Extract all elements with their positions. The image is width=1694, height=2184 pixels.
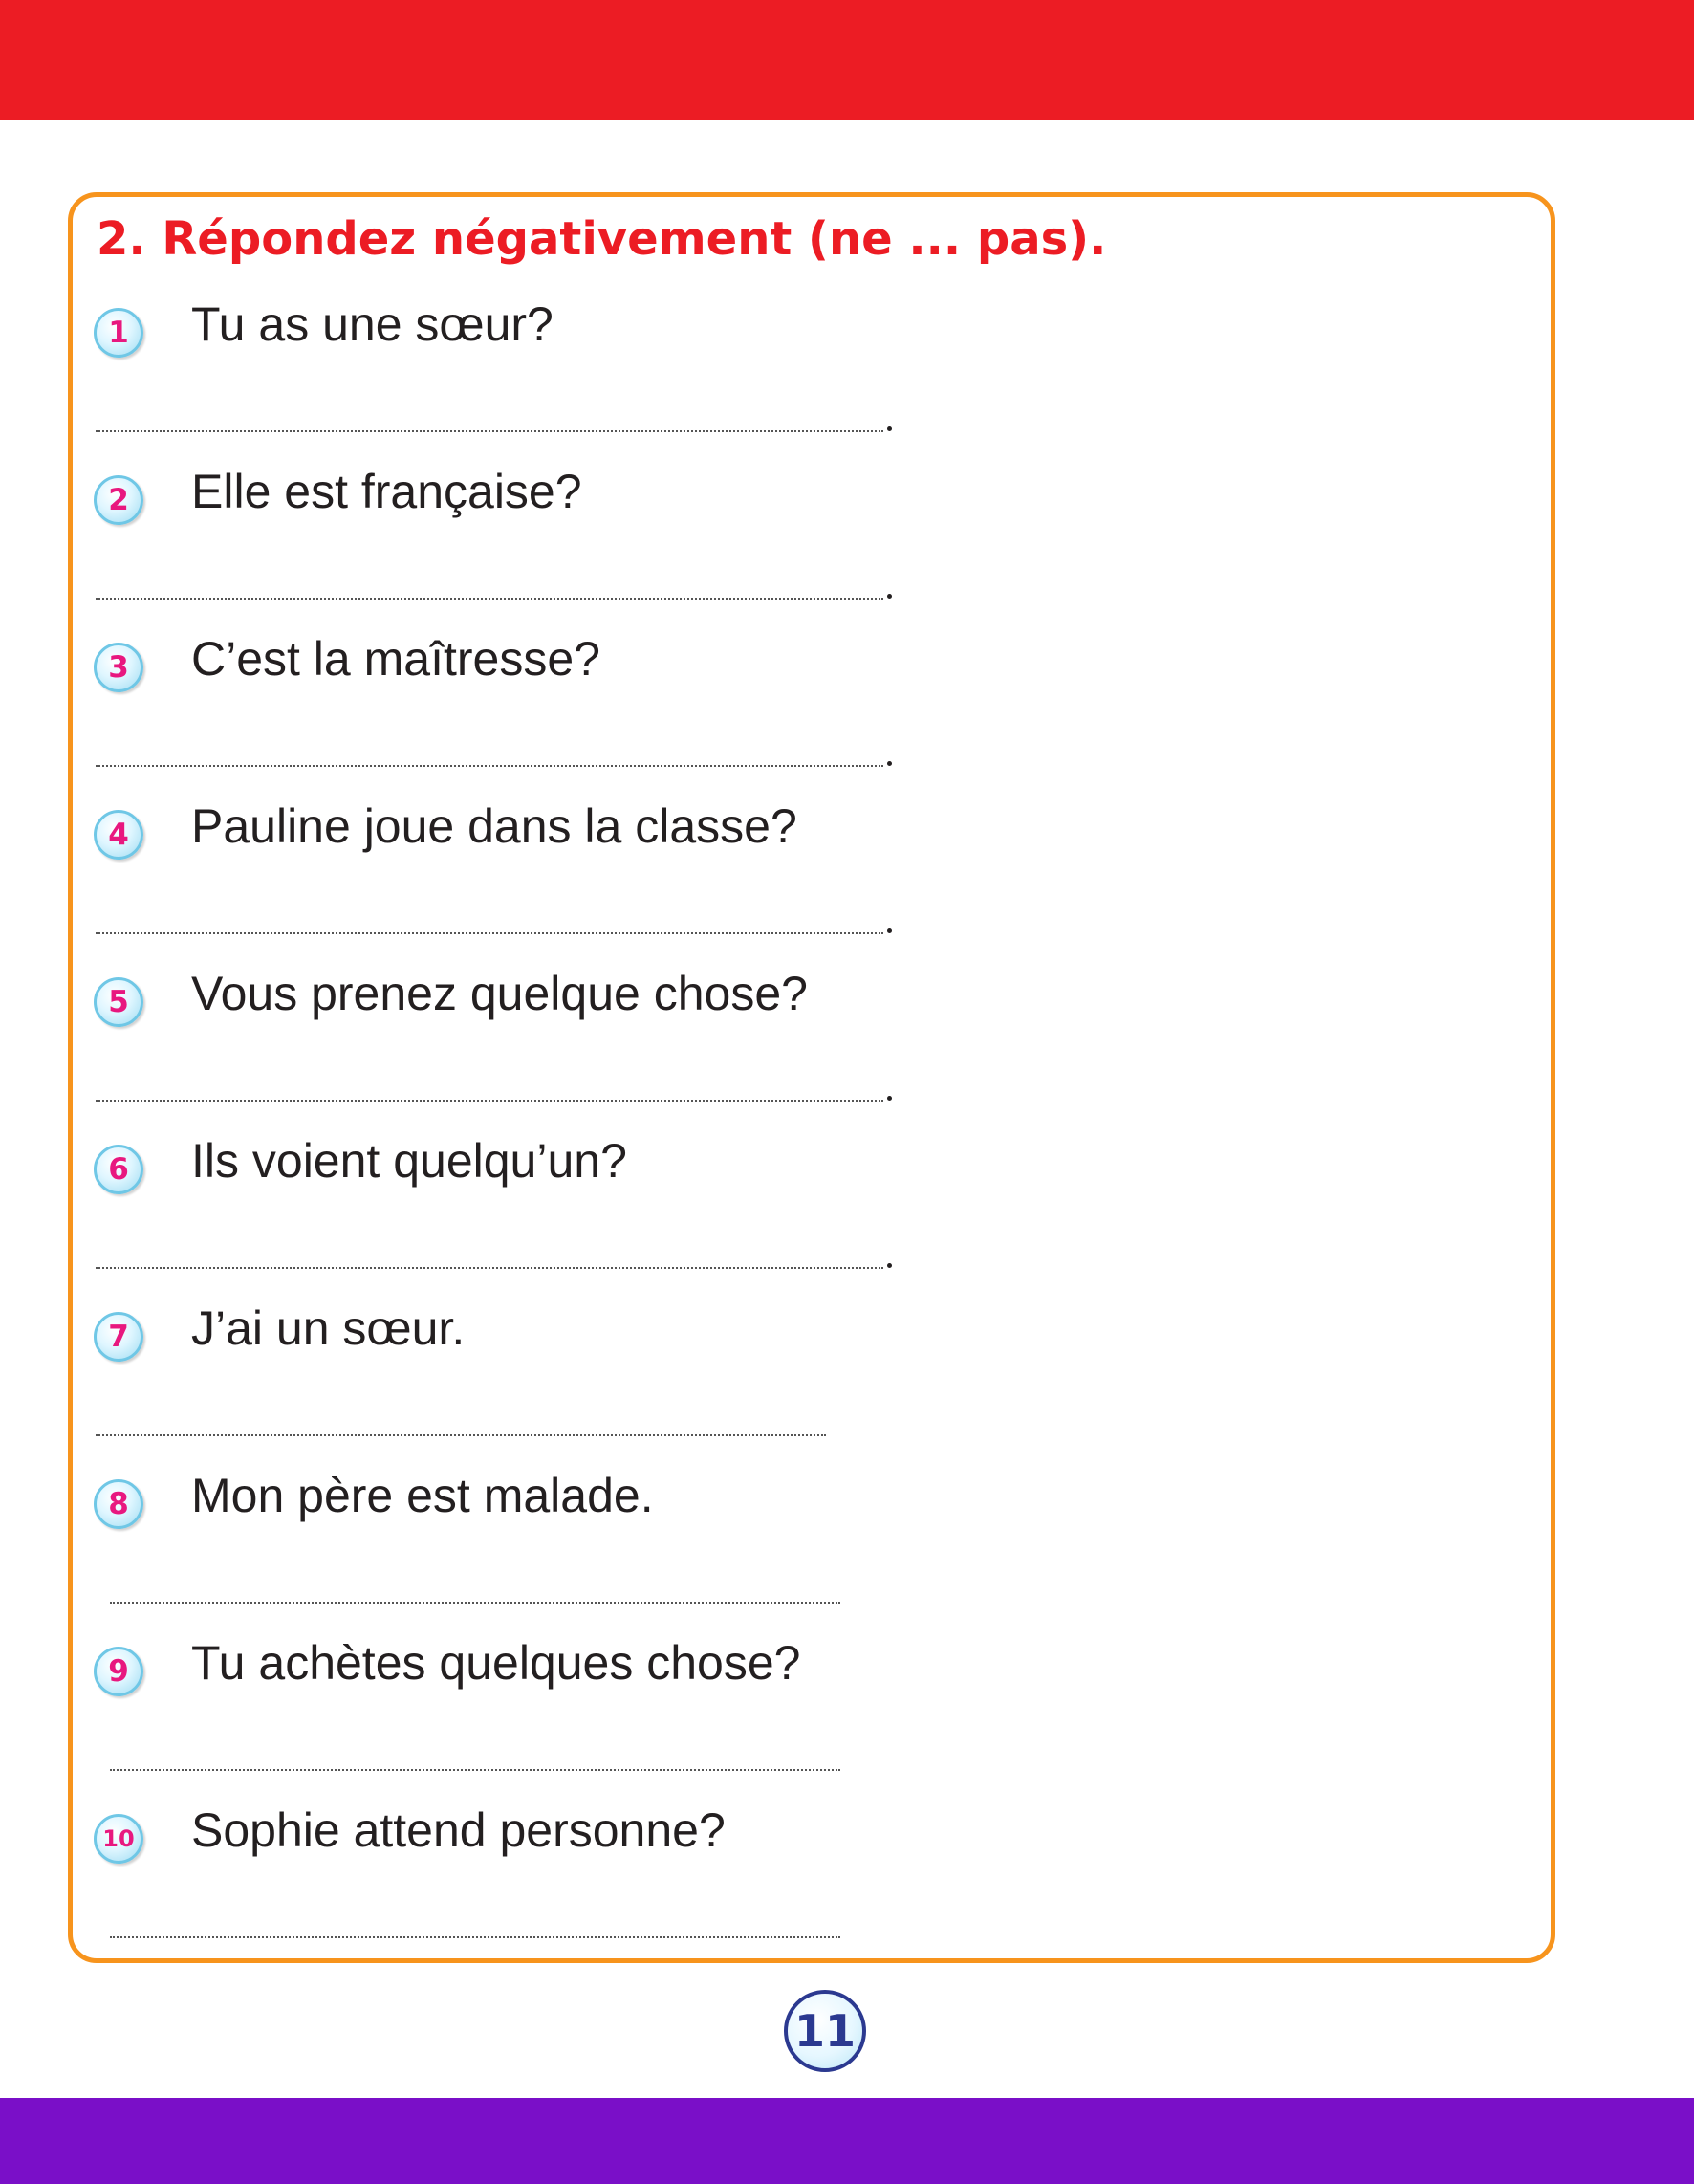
question-item-3 (0, 632, 956, 810)
answer-line-period (887, 594, 892, 599)
answer-line[interactable] (96, 598, 883, 600)
answer-line-period (887, 761, 892, 766)
question-item-7 (0, 1301, 956, 1479)
question-text: Pauline joue dans la classe? (191, 799, 797, 853)
question-number-badge: 1 (94, 308, 143, 358)
question-number-badge: 8 (94, 1479, 143, 1529)
question-item-8 (0, 1469, 956, 1647)
answer-line[interactable] (110, 1769, 840, 1771)
question-item-10 (0, 1803, 956, 1981)
answer-line[interactable] (96, 1267, 883, 1269)
top-color-band (0, 0, 1694, 120)
answer-line-period (887, 426, 892, 431)
answer-line-period (887, 1263, 892, 1268)
bottom-color-band (0, 2098, 1694, 2184)
question-item-9 (0, 1636, 956, 1814)
question-number-badge: 6 (94, 1145, 143, 1194)
question-text: Sophie attend personne? (191, 1803, 726, 1857)
answer-line-period (887, 928, 892, 933)
question-item-2 (0, 465, 956, 643)
question-number-badge: 2 (94, 475, 143, 525)
answer-line[interactable] (96, 932, 883, 934)
question-text: C’est la maîtresse? (191, 632, 600, 686)
question-text: Elle est française? (191, 465, 582, 518)
question-item-6 (0, 1134, 956, 1312)
question-number-badge: 9 (94, 1647, 143, 1696)
question-text: J’ai un sœur. (191, 1301, 466, 1355)
question-text: Tu achètes quelques chose? (191, 1636, 801, 1690)
question-item-1 (0, 297, 956, 475)
question-number-badge: 7 (94, 1312, 143, 1362)
answer-line[interactable] (96, 1434, 826, 1436)
question-number-badge: 10 (94, 1814, 143, 1864)
question-text: Tu as une sœur? (191, 297, 554, 351)
question-number-badge: 3 (94, 643, 143, 692)
exercise-title: 2. Répondez négativement (ne ... pas). (97, 212, 1107, 266)
answer-line[interactable] (110, 1936, 840, 1938)
question-item-5 (0, 967, 956, 1145)
question-text: Vous prenez quelque chose? (191, 967, 808, 1020)
answer-line[interactable] (96, 1100, 883, 1102)
question-number-badge: 4 (94, 810, 143, 860)
answer-line[interactable] (96, 430, 883, 432)
question-item-4 (0, 799, 956, 977)
question-text: Ils voient quelqu’un? (191, 1134, 627, 1188)
answer-line[interactable] (96, 765, 883, 767)
answer-line-period (887, 1096, 892, 1101)
question-number-badge: 5 (94, 977, 143, 1027)
question-text: Mon père est malade. (191, 1469, 654, 1522)
answer-line[interactable] (110, 1602, 840, 1604)
page-number-badge: 11 (784, 1990, 866, 2072)
